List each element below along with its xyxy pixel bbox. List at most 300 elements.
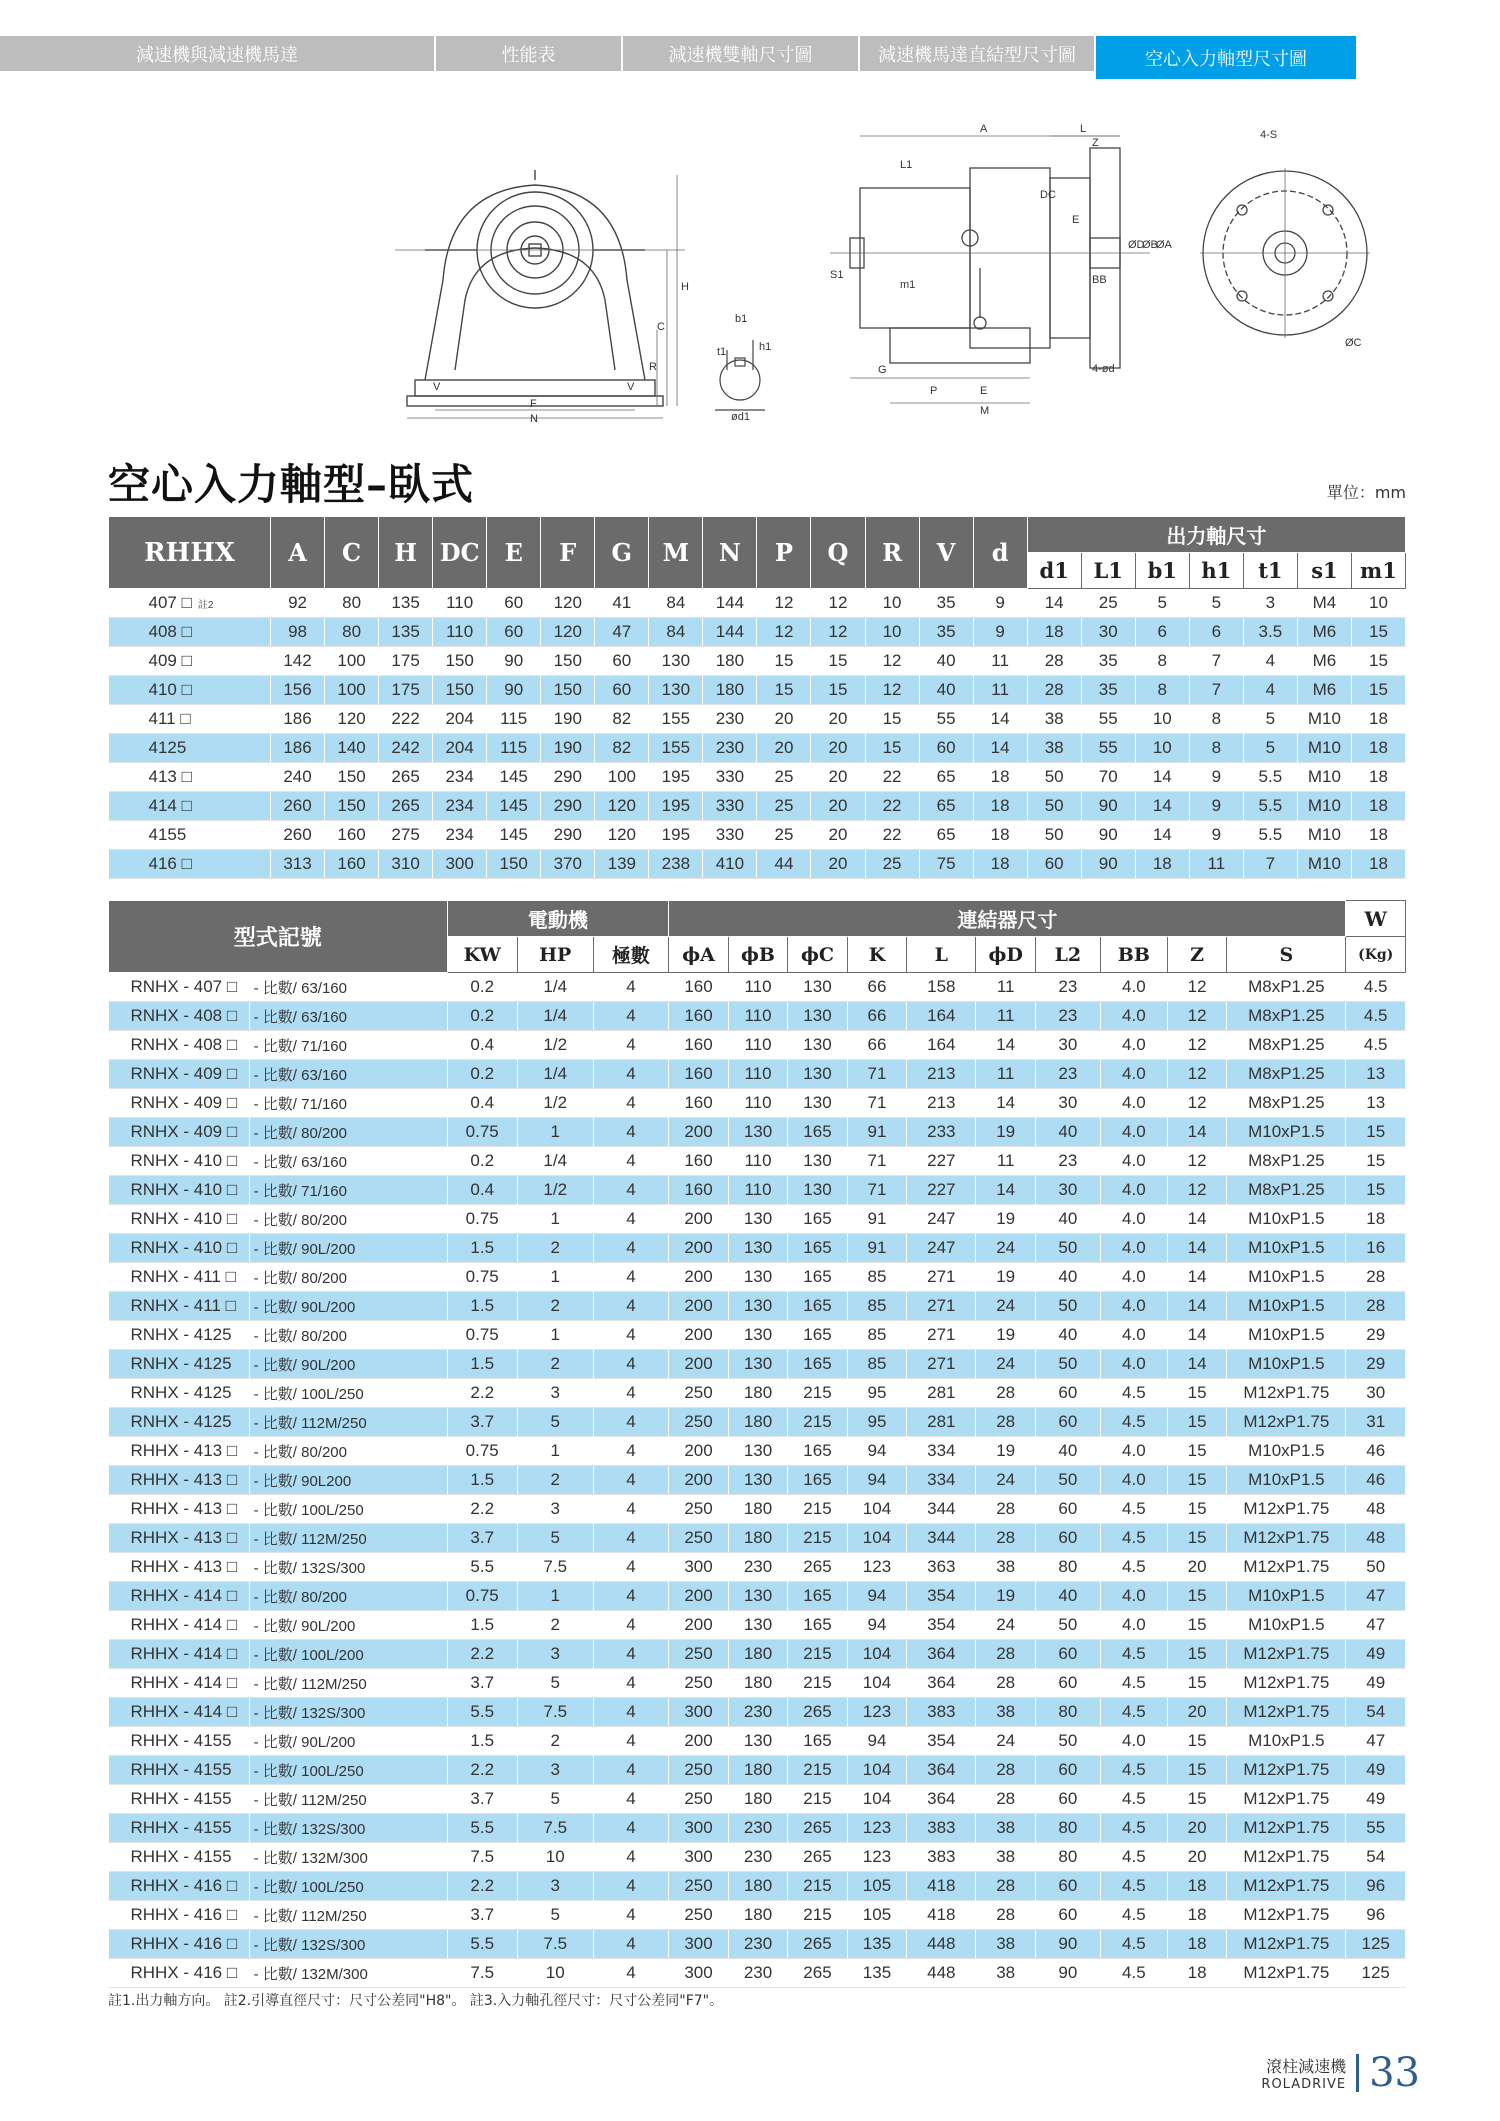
value-cell: 4.5 (1100, 1814, 1167, 1843)
value-cell: 14 (1167, 1292, 1226, 1321)
value-cell: 15 (1167, 1524, 1226, 1553)
value-cell: 15 (1346, 1118, 1406, 1147)
value-cell: 130 (728, 1350, 787, 1379)
col-header-L1: L1 (1081, 553, 1135, 589)
value-cell: 250 (669, 1872, 728, 1901)
value-cell: 85 (847, 1350, 906, 1379)
value-cell: 300 (669, 1843, 728, 1872)
value-cell: 29 (1346, 1350, 1406, 1379)
value-cell: 265 (379, 792, 433, 821)
value-cell: 2.2 (447, 1640, 517, 1669)
label-t1: t1 (717, 346, 727, 358)
value-cell: 4.0 (1100, 1263, 1167, 1292)
front-view-drawing (395, 160, 695, 425)
value-cell: M10 (1297, 705, 1351, 734)
value-cell: 0.4 (447, 1089, 517, 1118)
value-cell: 5 (1135, 589, 1189, 618)
value-cell: 363 (907, 1553, 976, 1582)
value-cell: M12xP1.75 (1227, 1408, 1346, 1437)
tab-performance-table[interactable]: 性能表 (436, 36, 621, 71)
value-cell: 15 (1167, 1495, 1226, 1524)
value-cell: 49 (1346, 1785, 1406, 1814)
value-cell: 16 (1346, 1234, 1406, 1263)
value-cell: 15 (757, 647, 811, 676)
value-cell: M10xP1.5 (1227, 1466, 1346, 1495)
tab-hollow-input-dimensions[interactable]: 空心入力軸型尺寸圖 (1096, 36, 1356, 79)
value-cell: 130 (728, 1437, 787, 1466)
ratio-cell: - 比數/ 80/200 (249, 1321, 447, 1350)
value-cell: 40 (1035, 1321, 1100, 1350)
value-cell: 50 (1027, 792, 1081, 821)
value-cell: 10 (1135, 734, 1189, 763)
series-header: RHHX (109, 517, 271, 589)
value-cell: 38 (976, 1698, 1035, 1727)
value-cell: 40 (1035, 1582, 1100, 1611)
weight-header: W (1346, 901, 1406, 937)
value-cell: 60 (487, 618, 541, 647)
value-cell: 144 (703, 589, 757, 618)
value-cell: 75 (919, 850, 973, 879)
value-cell: 165 (788, 1263, 847, 1292)
coupler-col-header: ϕD (976, 937, 1035, 973)
value-cell: 7.5 (517, 1930, 593, 1959)
value-cell: 5 (517, 1785, 593, 1814)
value-cell: 18 (973, 763, 1027, 792)
ratio-cell: - 比數/ 112M/250 (249, 1901, 447, 1930)
value-cell: 60 (1035, 1379, 1100, 1408)
label-S1: S1 (830, 269, 844, 281)
value-cell: 48 (1346, 1524, 1406, 1553)
value-cell: 4.5 (1100, 1843, 1167, 1872)
model-label: 409 □ (148, 651, 192, 670)
col-header-s1: s1 (1297, 553, 1351, 589)
model-code-cell: RHHX - 416 □ (109, 1959, 250, 1988)
value-cell: 0.4 (447, 1031, 517, 1060)
label-B: ØB (1142, 239, 1158, 251)
model-code-cell: RNHX - 411 □ (109, 1263, 250, 1292)
model-cell (109, 676, 271, 705)
ratio-cell: - 比數/ 100L/250 (249, 1495, 447, 1524)
model-cell (109, 705, 271, 734)
value-cell: 15 (811, 647, 865, 676)
model-code-cell: RHHX - 413 □ (109, 1524, 250, 1553)
value-cell: 135 (379, 618, 433, 647)
value-cell: 5 (1243, 705, 1297, 734)
value-cell: 130 (649, 647, 703, 676)
col-header-dc: DC (433, 517, 487, 589)
value-cell: 66 (847, 973, 906, 1002)
value-cell: M8xP1.25 (1227, 1176, 1346, 1205)
value-cell: 24 (976, 1350, 1035, 1379)
value-cell: M8xP1.25 (1227, 1031, 1346, 1060)
label-L1: L1 (900, 159, 913, 171)
model-code-cell: RHHX - 414 □ (109, 1611, 250, 1640)
value-cell: 65 (919, 821, 973, 850)
value-cell: 14 (1027, 589, 1081, 618)
value-cell: 200 (669, 1292, 728, 1321)
value-cell: 66 (847, 1002, 906, 1031)
value-cell: 18 (1351, 705, 1405, 734)
value-cell: 18 (1346, 1205, 1406, 1234)
value-cell: 8 (1135, 676, 1189, 705)
value-cell: 90 (1035, 1930, 1100, 1959)
value-cell: 5 (1189, 589, 1243, 618)
value-cell: 250 (669, 1785, 728, 1814)
value-cell: 14 (976, 1176, 1035, 1205)
value-cell: 50 (1035, 1466, 1100, 1495)
label-4-d: 4-ød (1092, 363, 1115, 375)
value-cell: 4 (593, 1814, 669, 1843)
value-cell: 2.2 (447, 1379, 517, 1408)
value-cell: 230 (703, 734, 757, 763)
value-cell: 271 (907, 1292, 976, 1321)
value-cell: 123 (847, 1843, 906, 1872)
value-cell: 15 (1351, 647, 1405, 676)
value-cell: 230 (728, 1959, 787, 1988)
value-cell: 4 (593, 1060, 669, 1089)
value-cell: 215 (788, 1640, 847, 1669)
value-cell: 54 (1346, 1843, 1406, 1872)
value-cell: 60 (1027, 850, 1081, 879)
value-cell: 100 (595, 763, 649, 792)
value-cell: 15 (1167, 1727, 1226, 1756)
coupler-col-header: S (1227, 937, 1346, 973)
value-cell: 11 (1189, 850, 1243, 879)
value-cell: 4 (593, 1408, 669, 1437)
model-code-cell: RHHX - 414 □ (109, 1582, 250, 1611)
value-cell: 2.2 (447, 1756, 517, 1785)
value-cell: 5 (1243, 734, 1297, 763)
value-cell: 8 (1189, 705, 1243, 734)
value-cell: 4.0 (1100, 1031, 1167, 1060)
model-cell (109, 821, 271, 850)
value-cell: 130 (728, 1727, 787, 1756)
value-cell: 50 (1035, 1727, 1100, 1756)
value-cell: 233 (907, 1118, 976, 1147)
value-cell: 11 (976, 1060, 1035, 1089)
value-cell: 20 (1167, 1553, 1226, 1582)
label-N: N (530, 413, 538, 425)
value-cell: 130 (788, 1060, 847, 1089)
value-cell: 3.7 (447, 1785, 517, 1814)
value-cell: 165 (788, 1611, 847, 1640)
value-cell: 60 (595, 647, 649, 676)
value-cell: 1 (517, 1582, 593, 1611)
tab-reducer-and-motor[interactable]: 減速機與減速機馬達 (0, 36, 434, 71)
value-cell: 49 (1346, 1669, 1406, 1698)
ratio-cell: - 比數/ 100L/200 (249, 1640, 447, 1669)
value-cell: 4 (593, 1959, 669, 1988)
value-cell: 14 (976, 1031, 1035, 1060)
value-cell: 22 (865, 792, 919, 821)
value-cell: 204 (433, 705, 487, 734)
value-cell: 4.0 (1100, 1611, 1167, 1640)
value-cell: 4 (593, 1843, 669, 1872)
value-cell: 364 (907, 1669, 976, 1698)
output-shaft-group-header: 出力軸尺寸 (1027, 517, 1405, 553)
value-cell: 18 (1167, 1959, 1226, 1988)
value-cell: 38 (976, 1814, 1035, 1843)
note-mark: 註2 (197, 600, 214, 611)
value-cell: 215 (788, 1669, 847, 1698)
value-cell: 12 (757, 589, 811, 618)
value-cell: 46 (1346, 1466, 1406, 1495)
model-code-cell: RHHX - 4155 (109, 1814, 250, 1843)
value-cell: 238 (649, 850, 703, 879)
value-cell: 120 (595, 821, 649, 850)
coupler-col-header: ϕC (788, 937, 847, 973)
value-cell: 200 (669, 1263, 728, 1292)
value-cell: 265 (379, 763, 433, 792)
value-cell: 1.5 (447, 1611, 517, 1640)
value-cell: 20 (1167, 1843, 1226, 1872)
value-cell: 4.0 (1100, 1147, 1167, 1176)
value-cell: 3.7 (447, 1408, 517, 1437)
value-cell: 115 (487, 734, 541, 763)
value-cell: 71 (847, 1176, 906, 1205)
col-header-g: G (595, 517, 649, 589)
value-cell: 85 (847, 1321, 906, 1350)
value-cell: 54 (1346, 1698, 1406, 1727)
value-cell: M12xP1.75 (1227, 1843, 1346, 1872)
value-cell: 110 (433, 589, 487, 618)
value-cell: 180 (703, 647, 757, 676)
value-cell: 410 (703, 850, 757, 879)
value-cell: 28 (1346, 1263, 1406, 1292)
value-cell: 38 (976, 1930, 1035, 1959)
value-cell: 160 (669, 1002, 728, 1031)
value-cell: M12xP1.75 (1227, 1553, 1346, 1582)
model-code-cell: RHHX - 416 □ (109, 1930, 250, 1959)
value-cell: 4 (593, 1437, 669, 1466)
ratio-cell: - 比數/ 90L/200 (249, 1292, 447, 1321)
value-cell: 15 (1167, 1640, 1226, 1669)
value-cell: 47 (595, 618, 649, 647)
value-cell: 15 (1167, 1669, 1226, 1698)
value-cell: 4.5 (1100, 1669, 1167, 1698)
value-cell: 60 (1035, 1785, 1100, 1814)
model-code-cell: RHHX - 413 □ (109, 1437, 250, 1466)
value-cell: 300 (669, 1553, 728, 1582)
value-cell: 94 (847, 1727, 906, 1756)
value-cell: 22 (865, 821, 919, 850)
value-cell: 142 (271, 647, 325, 676)
value-cell: 130 (788, 1002, 847, 1031)
value-cell: M12xP1.75 (1227, 1669, 1346, 1698)
value-cell: M8xP1.25 (1227, 1147, 1346, 1176)
value-cell: 14 (1167, 1118, 1226, 1147)
model-code-cell: RHHX - 413 □ (109, 1466, 250, 1495)
value-cell: 94 (847, 1466, 906, 1495)
model-label: 407 □ (148, 593, 192, 612)
value-cell: M10xP1.5 (1227, 1234, 1346, 1263)
value-cell: 130 (788, 1147, 847, 1176)
value-cell: 14 (1167, 1321, 1226, 1350)
label-C: C (657, 321, 665, 333)
value-cell: 354 (907, 1727, 976, 1756)
col-header-h: H (379, 517, 433, 589)
table-row (109, 1031, 1406, 1060)
table-row (109, 1089, 1406, 1118)
model-code-cell: RNHX - 409 □ (109, 1118, 250, 1147)
value-cell: 150 (433, 676, 487, 705)
value-cell: 130 (728, 1292, 787, 1321)
value-cell: 1 (517, 1437, 593, 1466)
value-cell: 250 (669, 1495, 728, 1524)
value-cell: 418 (907, 1901, 976, 1930)
value-cell: 12 (1167, 1002, 1226, 1031)
label-4-S: 4-S (1260, 129, 1278, 141)
value-cell: 3.7 (447, 1669, 517, 1698)
value-cell: 70 (1081, 763, 1135, 792)
value-cell: 215 (788, 1901, 847, 1930)
value-cell: 300 (669, 1930, 728, 1959)
value-cell: 180 (728, 1756, 787, 1785)
value-cell: 47 (1346, 1727, 1406, 1756)
label-D: ØD (1128, 239, 1145, 251)
value-cell: 71 (847, 1089, 906, 1118)
value-cell: 180 (728, 1785, 787, 1814)
value-cell: 19 (976, 1437, 1035, 1466)
value-cell: 1 (517, 1263, 593, 1292)
value-cell: 2.2 (447, 1495, 517, 1524)
value-cell: 18 (973, 821, 1027, 850)
value-cell: 80 (325, 618, 379, 647)
table-row (109, 618, 1406, 647)
value-cell: 18 (1167, 1872, 1226, 1901)
value-cell: 8 (1135, 647, 1189, 676)
value-cell: 4 (593, 1234, 669, 1263)
ratio-cell: - 比數/ 80/200 (249, 1582, 447, 1611)
value-cell: 215 (788, 1756, 847, 1785)
value-cell: 38 (976, 1959, 1035, 1988)
weight-unit-header: (Kg) (1346, 937, 1406, 973)
value-cell: M10xP1.5 (1227, 1727, 1346, 1756)
value-cell: 25 (757, 821, 811, 850)
value-cell: M10 (1297, 850, 1351, 879)
value-cell: 28 (976, 1640, 1035, 1669)
value-cell: 330 (703, 763, 757, 792)
value-cell: 14 (1167, 1263, 1226, 1292)
tab-direct-coupled-dimensions[interactable]: 減速機馬達直結型尺寸圖 (860, 36, 1094, 71)
value-cell: 7 (1243, 850, 1297, 879)
value-cell: 4 (593, 1176, 669, 1205)
col-header-h1: h1 (1189, 553, 1243, 589)
label-V-right: V (627, 381, 635, 393)
value-cell: 4 (593, 973, 669, 1002)
model-code-cell: RHHX - 4155 (109, 1843, 250, 1872)
value-cell: 85 (847, 1292, 906, 1321)
ratio-cell: - 比數/ 63/160 (249, 973, 447, 1002)
value-cell: 180 (728, 1379, 787, 1408)
value-cell: 7.5 (517, 1553, 593, 1582)
value-cell: 50 (1035, 1292, 1100, 1321)
value-cell: 10 (517, 1843, 593, 1872)
value-cell: 12 (1167, 1031, 1226, 1060)
value-cell: 115 (487, 705, 541, 734)
value-cell: 12 (811, 589, 865, 618)
value-cell: M10xP1.5 (1227, 1205, 1346, 1234)
value-cell: 175 (379, 676, 433, 705)
value-cell: M10xP1.5 (1227, 1263, 1346, 1292)
value-cell: 4 (593, 1785, 669, 1814)
value-cell: 14 (973, 734, 1027, 763)
ratio-cell: - 比數/ 63/160 (249, 1147, 447, 1176)
value-cell: 49 (1346, 1756, 1406, 1785)
value-cell: 4 (1243, 676, 1297, 705)
shaft-key-drawing (705, 310, 775, 425)
coupler-col-header: ϕA (669, 937, 728, 973)
table-row (109, 1292, 1406, 1321)
value-cell: 7 (1189, 647, 1243, 676)
value-cell: 180 (728, 1872, 787, 1901)
value-cell: 7.5 (517, 1814, 593, 1843)
value-cell: M12xP1.75 (1227, 1901, 1346, 1930)
value-cell: 90 (1081, 821, 1135, 850)
value-cell: 15 (1167, 1379, 1226, 1408)
value-cell: 250 (669, 1669, 728, 1698)
ratio-cell: - 比數/ 63/160 (249, 1002, 447, 1031)
value-cell: 25 (1081, 589, 1135, 618)
model-code-cell: RHHX - 416 □ (109, 1872, 250, 1901)
col-header-m: M (649, 517, 703, 589)
label-m1: m1 (900, 279, 916, 291)
value-cell: 110 (728, 1089, 787, 1118)
value-cell: 29 (1346, 1321, 1406, 1350)
coupler-col-header: BB (1100, 937, 1167, 973)
value-cell: 47 (1346, 1582, 1406, 1611)
value-cell: 200 (669, 1234, 728, 1263)
value-cell: 383 (907, 1698, 976, 1727)
value-cell: 139 (595, 850, 649, 879)
value-cell: 50 (1035, 1234, 1100, 1263)
value-cell: 0.75 (447, 1205, 517, 1234)
value-cell: 20 (1167, 1814, 1226, 1843)
value-cell: 28 (976, 1901, 1035, 1930)
value-cell: 4.0 (1100, 1176, 1167, 1205)
value-cell: M10xP1.5 (1227, 1321, 1346, 1350)
value-cell: 230 (728, 1814, 787, 1843)
tab-double-shaft-dimensions[interactable]: 減速機雙軸尺寸圖 (623, 36, 858, 71)
value-cell: 190 (541, 734, 595, 763)
value-cell: 1/2 (517, 1031, 593, 1060)
value-cell: 28 (976, 1785, 1035, 1814)
value-cell: 23 (1035, 1002, 1100, 1031)
value-cell: 60 (1035, 1524, 1100, 1553)
value-cell: 50 (1035, 1611, 1100, 1640)
value-cell: 227 (907, 1147, 976, 1176)
value-cell: 18 (973, 792, 1027, 821)
model-label: 413 □ (148, 767, 192, 786)
value-cell: 271 (907, 1263, 976, 1292)
value-cell: 4 (593, 1350, 669, 1379)
value-cell: 204 (433, 734, 487, 763)
value-cell: 4 (593, 1727, 669, 1756)
value-cell: 165 (788, 1466, 847, 1495)
value-cell: 48 (1346, 1495, 1406, 1524)
value-cell: 82 (595, 734, 649, 763)
table-row (109, 1408, 1406, 1437)
ratio-cell: - 比數/ 80/200 (249, 1437, 447, 1466)
value-cell: 448 (907, 1930, 976, 1959)
motor-col-header: KW (447, 937, 517, 973)
value-cell: 28 (976, 1524, 1035, 1553)
value-cell: 20 (811, 850, 865, 879)
value-cell: 4.5 (1346, 1002, 1406, 1031)
value-cell: 0.2 (447, 1147, 517, 1176)
value-cell: 5.5 (1243, 792, 1297, 821)
table-row (109, 1756, 1406, 1785)
